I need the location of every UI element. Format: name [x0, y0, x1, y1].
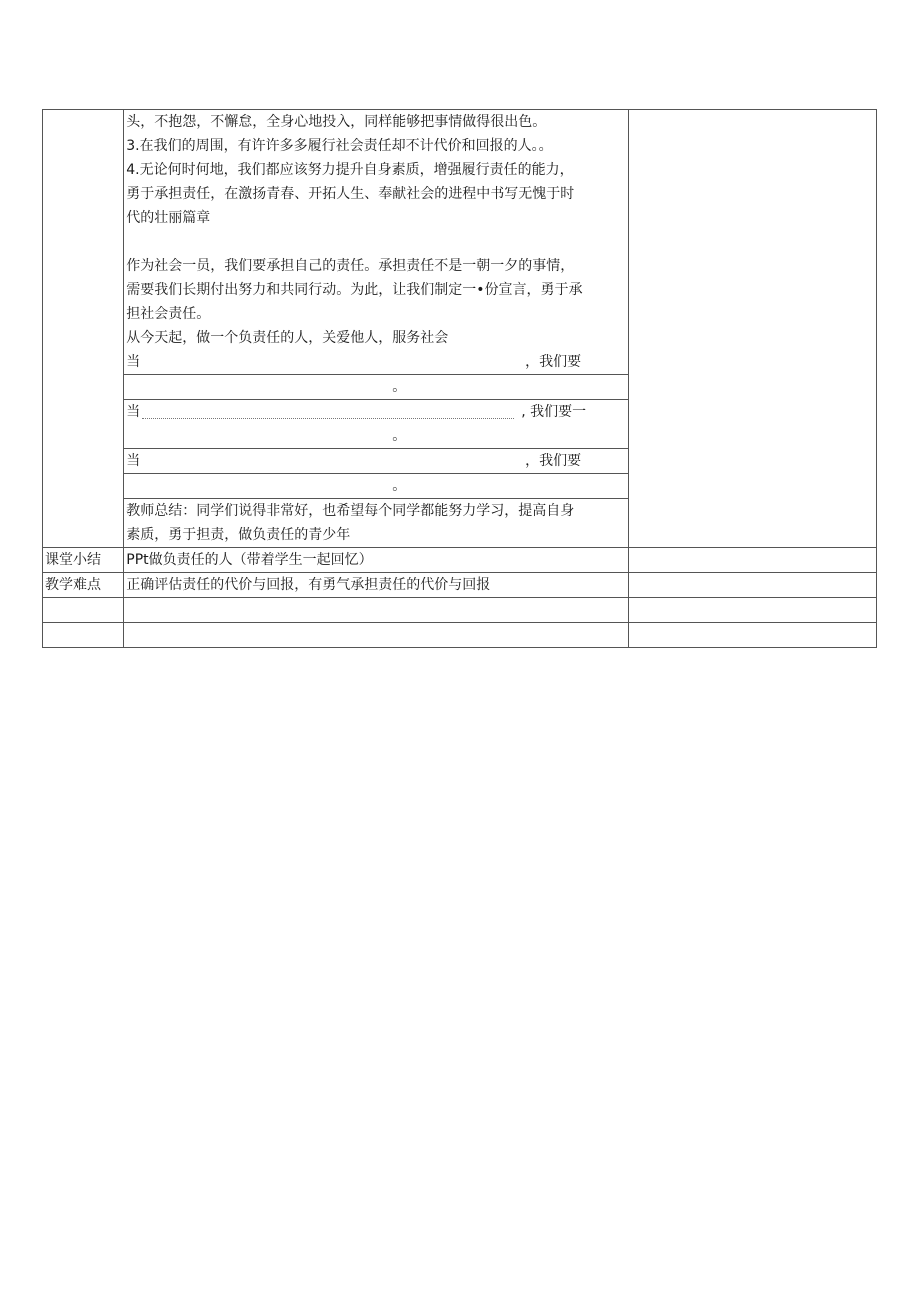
- summary-line: 素质，勇于担责，做负责任的青少年: [126, 527, 351, 543]
- pledge-start: 当: [126, 354, 141, 370]
- row-label: 课堂小结: [43, 548, 124, 573]
- pledge-line-2[interactable]: [126, 375, 626, 399]
- empty-cell: [629, 598, 877, 623]
- pledge-end: ，我们要: [525, 453, 582, 469]
- pledge-close: 。: [392, 379, 407, 395]
- row-text: PPt做负责任的人（带着学生一起回忆）: [124, 548, 629, 573]
- pledge-blank-2[interactable]: [126, 400, 626, 424]
- blank-line: [126, 230, 626, 254]
- dotted-blank: [142, 418, 514, 419]
- empty-cell: [43, 598, 124, 623]
- class-summary-row: [43, 548, 877, 573]
- pledge-blank-3[interactable]: [126, 449, 626, 473]
- empty-row: [43, 623, 877, 648]
- content-line: 头，不抱怨，不懈怠，全身心地投入，同样能够把事情做得很出色。: [126, 114, 547, 130]
- pledge-blank-1[interactable]: [126, 350, 626, 374]
- content-line: 4.无论何时何地，我们都应该努力提升自身素质，增强履行责任的能力，: [126, 162, 574, 178]
- empty-cell: [43, 623, 124, 648]
- empty-cell: [629, 623, 877, 648]
- pledge-line-2[interactable]: [126, 424, 626, 448]
- content-line: 需要我们长期付出努力和共同行动。为此，让我们制定一•份宣言，勇于承: [126, 282, 583, 298]
- content-line: 作为社会一员，我们要承担自己的责任。承担责任不是一朝一夕的事情，: [126, 258, 575, 274]
- empty-cell: [124, 623, 629, 648]
- content-line: 担社会责任。: [126, 306, 211, 322]
- summary-line: 教师总结：同学们说得非常好，也希望每个同学都能努力学习，提高自身: [126, 503, 575, 519]
- lesson-plan-table: [42, 109, 877, 648]
- content-line: 代的壮丽篇章: [126, 210, 211, 226]
- empty-label-cell: [43, 110, 124, 548]
- pledge-start: 当: [126, 453, 141, 469]
- content-line: 3.在我们的周围，有许许多多履行社会责任却不计代价和回报的人。。: [126, 138, 553, 154]
- difficulty-row: [43, 573, 877, 598]
- pledge-end: ，我们要: [525, 354, 582, 370]
- empty-row: [43, 598, 877, 623]
- pledge-close: 。: [392, 478, 407, 494]
- row-label: 教学难点: [43, 573, 124, 598]
- pledge-start: 当: [126, 404, 141, 420]
- pledge-line-2[interactable]: [126, 474, 626, 498]
- notes-cell: [629, 110, 877, 548]
- content-line: 勇于承担责任，在激扬青春、开拓人生、奉献社会的进程中书写无愧于时: [126, 186, 575, 202]
- notes-cell: [629, 548, 877, 573]
- pledge-end: , 我们要一: [521, 404, 587, 420]
- pledge-close: 。: [392, 428, 407, 444]
- notes-cell: [629, 573, 877, 598]
- row-text: 正确评估责任的代价与回报，有勇气承担责任的代价与回报: [124, 573, 629, 598]
- empty-cell: [124, 598, 629, 623]
- content-line: 从今天起，做一个负责任的人，关爱他人，服务社会: [126, 330, 449, 346]
- content-row: [43, 110, 877, 548]
- content-cell: [124, 110, 629, 548]
